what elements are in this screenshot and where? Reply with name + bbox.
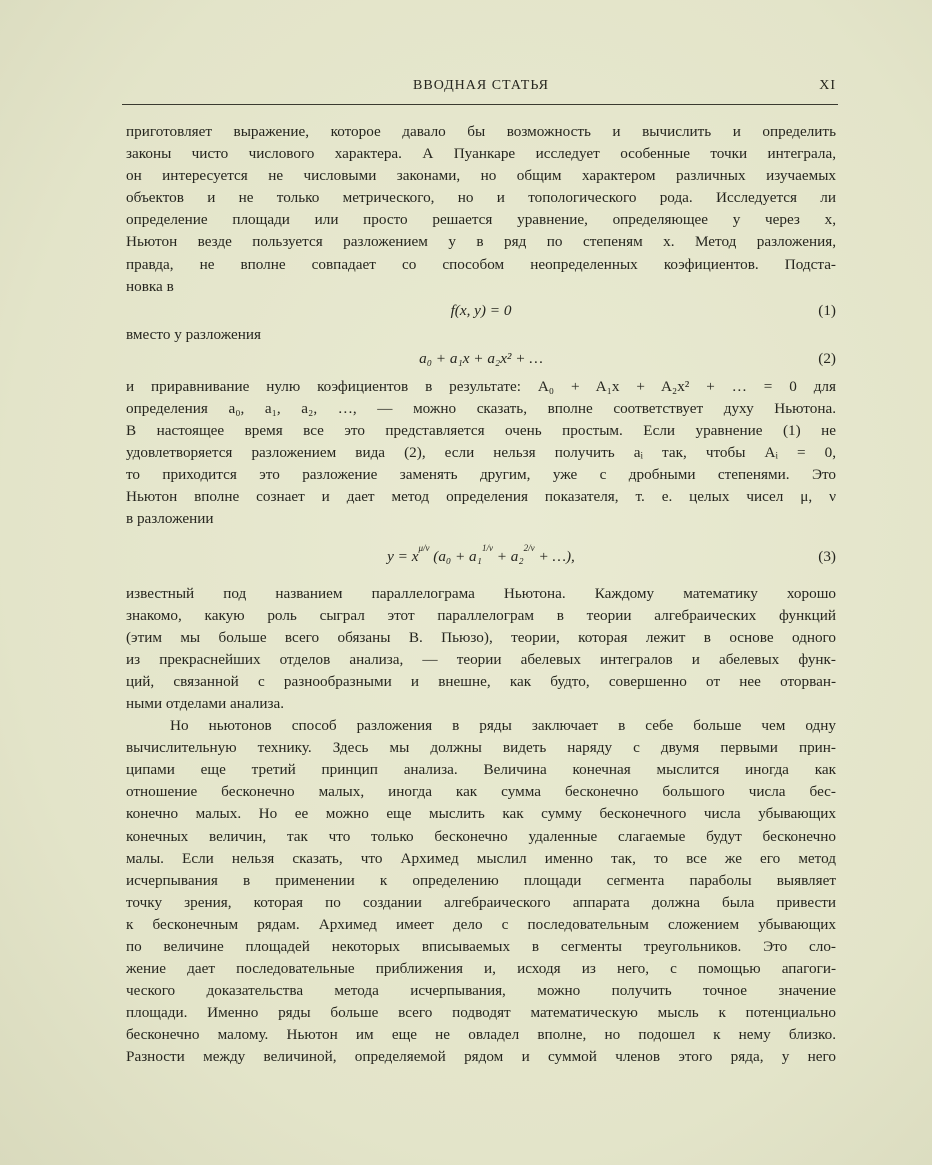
paragraph-2	[126, 376, 836, 531]
eq3-exp-2: 2/ν	[523, 542, 535, 553]
text-line: ческого доказательства метода исчерпывания, можно получить точное значение	[126, 982, 836, 1000]
text-line: в разложении	[126, 510, 214, 528]
running-header	[126, 78, 836, 98]
text-line: объектов и не только метрического, но и топологического рода. Исследуется ли	[126, 189, 836, 207]
text-line: ций, связанной с разнообразными и внешне, как будто, совершенно от нее оторван-	[126, 672, 836, 690]
equation-1-formula: f(x, y) = 0	[450, 301, 512, 319]
eq3-lhs: y = x	[387, 547, 419, 565]
text-line: исчерпывания в применении к определению площади сегмента параболы выявляет	[126, 871, 836, 889]
text-line: правда, не вполне совпадает со способом неопределенных коэфициентов. Подста-	[126, 255, 836, 273]
text-line: площади. Именно ряды больше всего подводят математическую мысль к потенциально	[126, 1004, 836, 1022]
paragraph-1	[126, 121, 836, 298]
text-line: вычислительную технику. Здесь мы должны видеть наряду с двумя первыми прин-	[126, 739, 836, 757]
text-line: приготовляет выражение, которое давало бы возможность и вычислить и определить	[126, 123, 836, 140]
text-line: к бесконечным рядам. Архимед имеет дело с последовательным сложением убывающих	[126, 915, 836, 933]
text-line: из прекраснейших отделов анализа, — теории абелевых интегралов и абелевых функ-	[126, 650, 836, 668]
text-line: Ньютон вполне сознает и дает метод определения показателя, т. е. целых чисел μ, ν	[126, 488, 836, 506]
page-body	[126, 121, 836, 1069]
eq3-term-c: + …),	[534, 547, 575, 565]
text-line: вместо y разложения	[126, 325, 262, 343]
equation-2	[126, 346, 836, 376]
text-line: известный под названием параллелограма Ньютона. Каждому математику хорошо	[126, 584, 836, 602]
equation-3-formula	[387, 531, 575, 583]
text-line: отношение бесконечно малых, иногда как сумма бесконечно большого числа бес-	[126, 783, 836, 801]
text-line: малы. Если нельзя сказать, что Архимед мыслил именно так, то все же его метод	[126, 849, 836, 867]
running-title: ВВОДНАЯ СТАТЬЯ	[413, 78, 549, 93]
text-line: то приходится это разложение заменять другим, уже с дробными степенями. Это	[126, 466, 836, 484]
eq3-exponent: μ/ν	[418, 542, 430, 553]
text-line: В настоящее время все это представляется очень простым. Если уравнение (1) не	[126, 422, 836, 440]
equation-2-formula: a₀ + a₁x + a₂x² + …	[419, 349, 543, 367]
text-line: знакомо, какую роль сыграл этот параллелограм в теории алгебраических функций	[126, 606, 836, 624]
paragraph-3	[126, 583, 836, 716]
text-line: удовлетворяется разложением вида (2), если нельзя получить aᵢ так, чтобы Aᵢ = 0,	[126, 444, 836, 462]
equation-1-label: (1)	[818, 301, 836, 319]
eq3-exp-1: 1/ν	[481, 542, 493, 553]
text-line: жение дает последовательные приближения и, исходя из него, с помощью апагоги-	[126, 960, 836, 978]
text-line: и приравнивание нулю коэфициентов в результате: A₀ + A₁x + A₂x² + … = 0 для	[126, 377, 836, 395]
text-line: конечно малых. Но ее можно еще мыслить как сумму бесконечного числа убывающих	[126, 805, 836, 823]
text-line: точку зрения, которая по создании алгебраического аппарата должна была привести	[126, 893, 836, 911]
text-line: по величине площадей некоторых вписываемых в сегменты треугольников. Это сло-	[126, 938, 836, 955]
paragraph-4	[126, 715, 836, 1069]
page-number: XI	[819, 78, 836, 93]
text-line: новка в	[126, 277, 174, 295]
header-rule	[122, 104, 838, 105]
text-line: бесконечно малому. Ньютон им еще не овладел вполне, но подошел к нему близко.	[126, 1026, 836, 1044]
text-line: законы чисто числового характера. А Пуанкаре исследует особенные точки интеграла,	[126, 145, 836, 163]
text-line: (этим мы больше всего обязаны В. Пьюзо), теории, которая лежит в основе одного	[126, 628, 836, 646]
text-line: определения a₀, a₁, a₂, …, — можно сказать, вполне соответствует духу Ньютона.	[126, 399, 836, 417]
equation-1	[126, 298, 836, 324]
text-line: он интересуется не числовыми законами, но общим характером различных изучаемых	[126, 167, 836, 185]
eq3-term-b: + a₂	[492, 547, 524, 565]
text-line: определение площади или просто решается уравнение, определяющее y через x,	[126, 211, 836, 229]
equation-2-label: (2)	[818, 349, 836, 367]
text-line: Ньютон везде пользуется разложением y в ряд по степеням x. Метод разложения,	[126, 233, 836, 251]
text-line: ципами еще третий принцип анализа. Величина конечная мыслится иногда как	[126, 761, 836, 779]
equation-3-label: (3)	[818, 547, 836, 565]
text-line: ными отделами анализа.	[126, 694, 285, 712]
equation-3	[126, 531, 836, 583]
eq3-term-a: (a₀ + a₁	[433, 547, 482, 565]
text-line: Разности между величиной, определяемой рядом и суммой членов этого ряда, у него	[126, 1048, 836, 1066]
text-line: конечных величин, так что только бесконечно удаленные слагаемые будут бесконечно	[126, 827, 836, 845]
text-line: Но ньютонов способ разложения в ряды заключает в себе больше чем одну	[170, 717, 836, 735]
